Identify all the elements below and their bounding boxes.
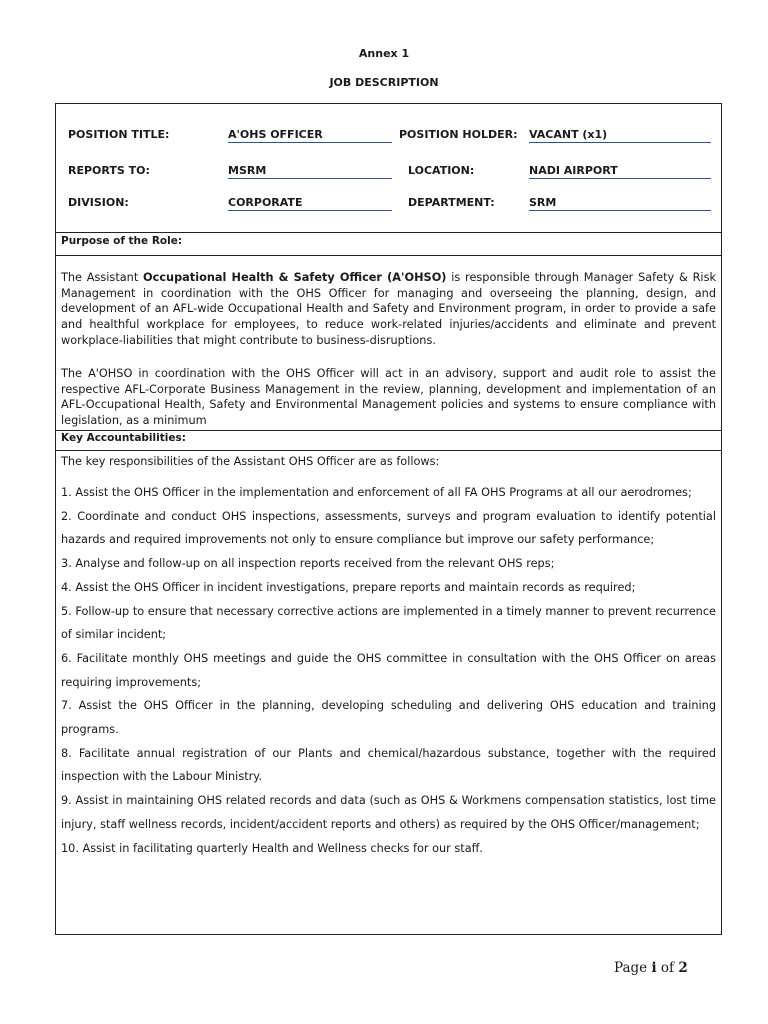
department-value: SRM [529, 196, 711, 211]
page-current: i [651, 960, 657, 976]
responsibilities-list [61, 481, 716, 860]
key-accountabilities-heading: Key Accountabilities: [61, 432, 186, 444]
list-item: 5. Follow-up to ensure that necessary corrective actions are implemented in a timely manner to prevent recurrence of similar incident; [61, 604, 716, 642]
purpose-text: The Assistant [61, 271, 144, 284]
position-title-label: POSITION TITLE: [68, 128, 170, 141]
purpose-paragraph-2: The A'OHSO in coordination with the OHS Officer will act in an advisory, support and audit role to assist the respective AFL-Corporate Business Management in the review, planning, development and implementation of an AFL-Occupational Health, Safety and Environmental Management policies and systems to ensure compliance with legislation, as a minimum [61, 367, 716, 428]
list-item: 3. Analyse and follow-up on all inspection reports received from the relevant OHS reps; [61, 557, 555, 571]
list-item: 7. Assist the OHS Officer in the planning, developing scheduling and delivering OHS education and training programs. [61, 699, 716, 737]
department-label: DEPARTMENT: [408, 196, 495, 209]
purpose-paragraph-1 [61, 270, 716, 349]
document-title: JOB DESCRIPTION [329, 76, 439, 89]
position-holder-value: VACANT (x1) [529, 128, 711, 143]
list-item: 10. Assist in facilitating quarterly Health and Wellness checks for our staff. [61, 841, 484, 855]
list-item: 9. Assist in maintaining OHS related records and data (such as OHS & Workmens compensation statistics, lost time injury, staff wellness records, incident/accident reports and others) as required by the OHS Officer/management; [61, 794, 716, 831]
responsibilities-intro: The key responsibilities of the Assistant OHS Officer are as follows: [61, 455, 440, 468]
purpose-text: is responsible through Manager Safety & Risk Management in coordination with the OHS Officer for managing and overseeing the planning, design, and development of an AFL-wide Occupational Health and Safety and Environment program, in order to provide a safe and healthful workplace for employees, to reduce work-related injuries/accidents and eliminate and prevent workplace-liabilities that might contribute to business-disruptions. [61, 271, 716, 347]
division-label: DIVISION: [68, 196, 129, 209]
annex-label: Annex 1 [358, 47, 410, 60]
page-number [614, 960, 688, 976]
reports-to-value: MSRM [228, 164, 392, 179]
info-row-position [56, 128, 721, 148]
page-word: Page [614, 960, 648, 976]
list-item: 6. Facilitate monthly OHS meetings and guide the OHS committee in consultation with the OHS Officer on areas requiring improvements; [61, 651, 716, 689]
divider [56, 232, 721, 233]
list-item: 4. Assist the OHS Officer in incident investigations, prepare reports and maintain records as required; [61, 580, 636, 594]
list-item: 8. Facilitate annual registration of our Plants and chemical/hazardous substance, together with the required inspection with the Labour Ministry. [61, 746, 716, 784]
purpose-role-bold: Occupational Health & Safety Officer (A'OHSO) [143, 271, 447, 284]
location-label: LOCATION: [408, 164, 475, 177]
reports-to-label: REPORTS TO: [68, 164, 150, 177]
position-title-value: A'OHS OFFICER [228, 128, 392, 143]
list-item: 2. Coordinate and conduct OHS inspections, assessments, surveys and program evaluation to identify potential hazards and required improvements not only to ensure compliance but improve our safety performance; [61, 509, 716, 547]
division-value: CORPORATE [228, 196, 392, 211]
purpose-heading: Purpose of the Role: [61, 235, 183, 247]
divider [56, 450, 721, 451]
location-value: NADI AIRPORT [529, 164, 711, 179]
position-holder-label: POSITION HOLDER: [399, 128, 518, 141]
divider [56, 430, 721, 431]
page-of-word: of [660, 960, 675, 976]
job-description-table [55, 103, 722, 935]
list-item: 1. Assist the OHS Officer in the implementation and enforcement of all FA OHS Programs at all our aerodromes; [61, 486, 692, 499]
page-total: 2 [678, 960, 688, 976]
divider [56, 255, 721, 256]
info-row-reports [56, 164, 721, 184]
info-row-division [56, 196, 721, 216]
